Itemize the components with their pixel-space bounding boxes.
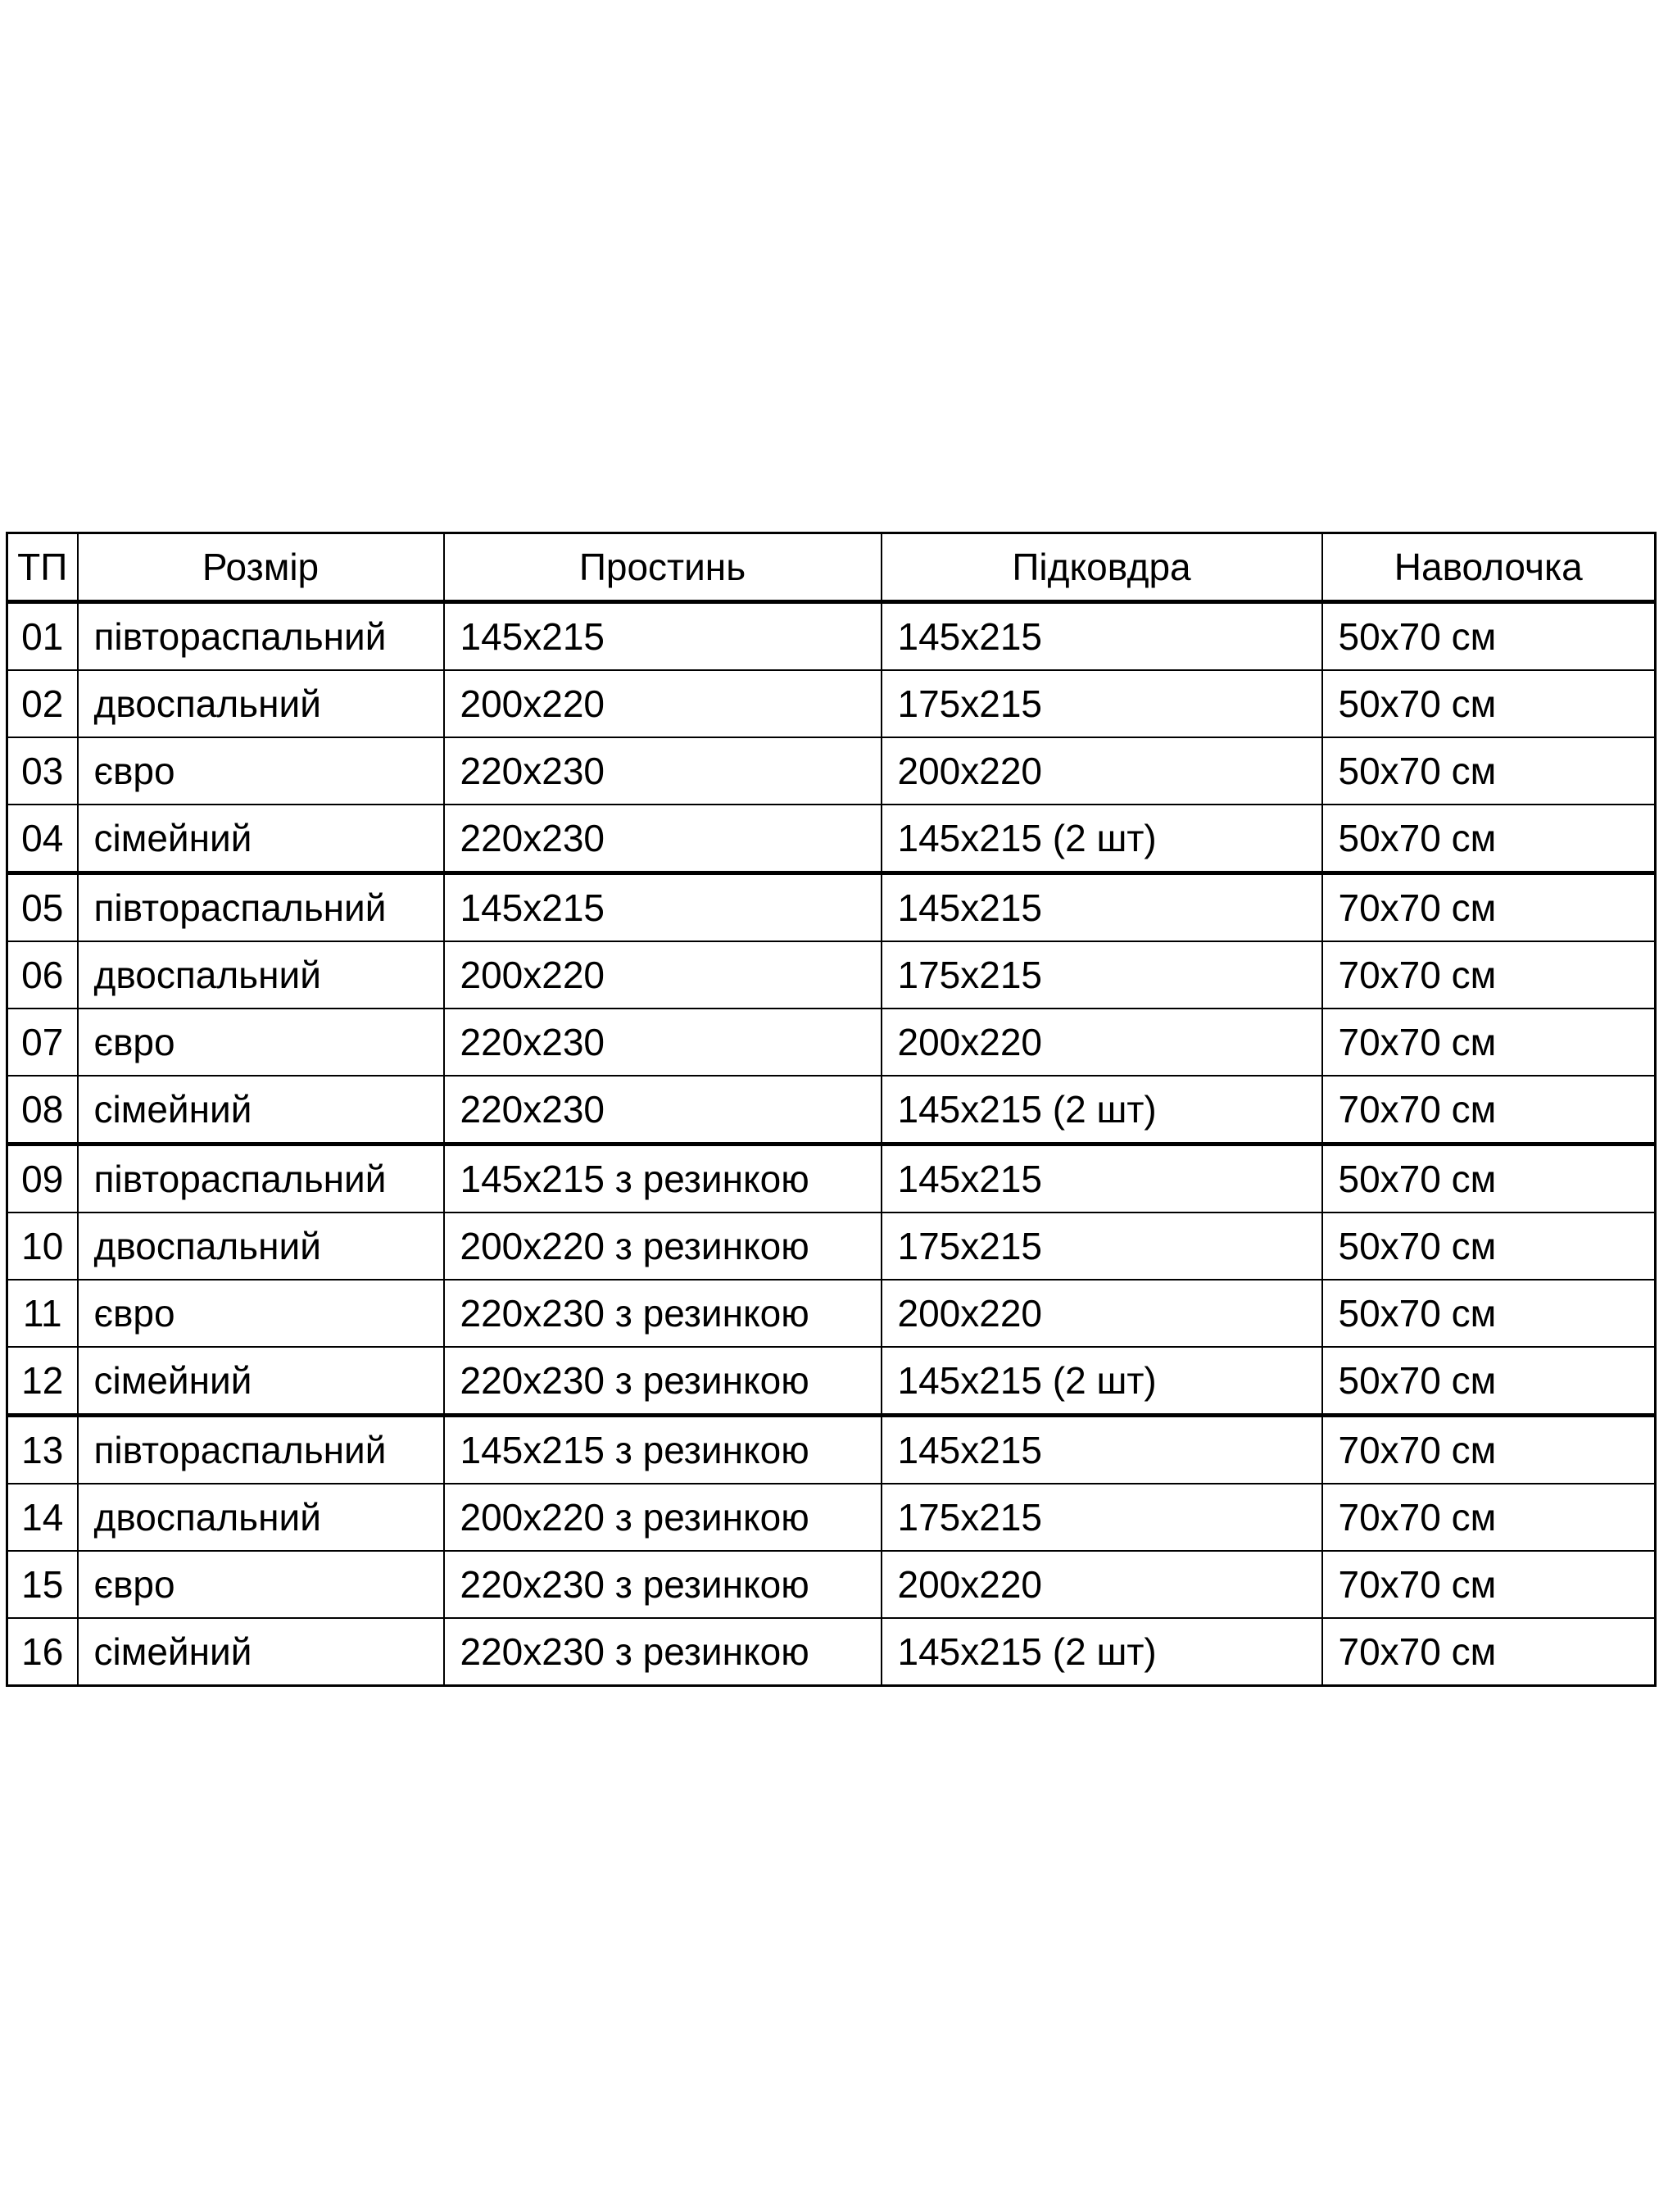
cell: 200х220 з резинкою xyxy=(444,1213,882,1280)
table-body xyxy=(7,602,1656,1686)
cell: євро xyxy=(78,737,444,805)
table-row xyxy=(7,737,1656,805)
cell: євро xyxy=(78,1280,444,1347)
cell: 50х70 см xyxy=(1322,737,1656,805)
cell-tp: 12 xyxy=(7,1347,78,1416)
cell: 145х215 xyxy=(882,1416,1322,1484)
column-header: ТП xyxy=(7,533,78,602)
cell-tp: 05 xyxy=(7,873,78,942)
cell: 220х230 xyxy=(444,1076,882,1145)
cell-tp: 02 xyxy=(7,670,78,737)
bedding-size-table xyxy=(6,532,1657,1687)
cell: сімейний xyxy=(78,1618,444,1686)
cell: двоспальний xyxy=(78,1484,444,1551)
cell-tp: 15 xyxy=(7,1551,78,1618)
table-row xyxy=(7,805,1656,873)
cell: євро xyxy=(78,1551,444,1618)
cell-tp: 04 xyxy=(7,805,78,873)
cell: 220х230 з резинкою xyxy=(444,1347,882,1416)
cell: 70х70 см xyxy=(1322,941,1656,1009)
table-row xyxy=(7,1618,1656,1686)
cell: 50х70 см xyxy=(1322,602,1656,671)
cell: 50х70 см xyxy=(1322,1213,1656,1280)
table-header-row xyxy=(7,533,1656,602)
cell: 145х215 xyxy=(882,1145,1322,1213)
cell: 145х215 (2 шт) xyxy=(882,1618,1322,1686)
cell: 200х220 з резинкою xyxy=(444,1484,882,1551)
cell: 70х70 см xyxy=(1322,1076,1656,1145)
column-header: Простинь xyxy=(444,533,882,602)
cell: 50х70 см xyxy=(1322,1280,1656,1347)
cell: півтораспальний xyxy=(78,602,444,671)
table-row xyxy=(7,1551,1656,1618)
cell: сімейний xyxy=(78,805,444,873)
cell-tp: 07 xyxy=(7,1009,78,1076)
cell: 70х70 см xyxy=(1322,873,1656,942)
cell: 70х70 см xyxy=(1322,1009,1656,1076)
cell: півтораспальний xyxy=(78,873,444,942)
cell: 220х230 xyxy=(444,1009,882,1076)
cell: 145х215 з резинкою xyxy=(444,1416,882,1484)
cell: 70х70 см xyxy=(1322,1551,1656,1618)
cell: 70х70 см xyxy=(1322,1416,1656,1484)
table-row xyxy=(7,1484,1656,1551)
cell: двоспальний xyxy=(78,1213,444,1280)
column-header: Наволочка xyxy=(1322,533,1656,602)
cell: сімейний xyxy=(78,1347,444,1416)
table-row xyxy=(7,1280,1656,1347)
table-row xyxy=(7,1145,1656,1213)
cell: 145х215 з резинкою xyxy=(444,1145,882,1213)
cell: 200х220 xyxy=(882,737,1322,805)
cell-tp: 13 xyxy=(7,1416,78,1484)
cell-tp: 03 xyxy=(7,737,78,805)
cell-tp: 16 xyxy=(7,1618,78,1686)
cell: 200х220 xyxy=(882,1280,1322,1347)
table-row xyxy=(7,602,1656,671)
cell: 175х215 xyxy=(882,670,1322,737)
table-row xyxy=(7,1416,1656,1484)
cell: 50х70 см xyxy=(1322,1145,1656,1213)
cell: 145х215 (2 шт) xyxy=(882,1347,1322,1416)
cell: сімейний xyxy=(78,1076,444,1145)
cell: 145х215 (2 шт) xyxy=(882,805,1322,873)
cell-tp: 09 xyxy=(7,1145,78,1213)
column-header: Підковдра xyxy=(882,533,1322,602)
cell: 50х70 см xyxy=(1322,805,1656,873)
cell: 145х215 xyxy=(882,602,1322,671)
cell: 220х230 xyxy=(444,737,882,805)
cell-tp: 10 xyxy=(7,1213,78,1280)
cell: 200х220 xyxy=(882,1009,1322,1076)
cell: 200х220 xyxy=(444,941,882,1009)
column-header: Розмір xyxy=(78,533,444,602)
cell: 145х215 xyxy=(444,602,882,671)
cell: 50х70 см xyxy=(1322,670,1656,737)
cell: півтораспальний xyxy=(78,1416,444,1484)
cell: 175х215 xyxy=(882,1484,1322,1551)
cell: 175х215 xyxy=(882,941,1322,1009)
cell-tp: 08 xyxy=(7,1076,78,1145)
cell: півтораспальний xyxy=(78,1145,444,1213)
table-row xyxy=(7,873,1656,942)
table-row xyxy=(7,1213,1656,1280)
cell: 145х215 xyxy=(444,873,882,942)
cell: 70х70 см xyxy=(1322,1484,1656,1551)
table-row xyxy=(7,1076,1656,1145)
table-row xyxy=(7,1009,1656,1076)
table-row xyxy=(7,1347,1656,1416)
cell: євро xyxy=(78,1009,444,1076)
cell: 220х230 з резинкою xyxy=(444,1551,882,1618)
table-row xyxy=(7,670,1656,737)
cell: 200х220 xyxy=(444,670,882,737)
cell: 50х70 см xyxy=(1322,1347,1656,1416)
table-row xyxy=(7,941,1656,1009)
cell: 70х70 см xyxy=(1322,1618,1656,1686)
cell: 220х230 з резинкою xyxy=(444,1280,882,1347)
cell: 175х215 xyxy=(882,1213,1322,1280)
cell-tp: 11 xyxy=(7,1280,78,1347)
cell: 220х230 xyxy=(444,805,882,873)
cell-tp: 06 xyxy=(7,941,78,1009)
cell-tp: 14 xyxy=(7,1484,78,1551)
cell: 145х215 xyxy=(882,873,1322,942)
cell: 220х230 з резинкою xyxy=(444,1618,882,1686)
cell: 200х220 xyxy=(882,1551,1322,1618)
cell-tp: 01 xyxy=(7,602,78,671)
cell: 145х215 (2 шт) xyxy=(882,1076,1322,1145)
cell: двоспальний xyxy=(78,670,444,737)
cell: двоспальний xyxy=(78,941,444,1009)
